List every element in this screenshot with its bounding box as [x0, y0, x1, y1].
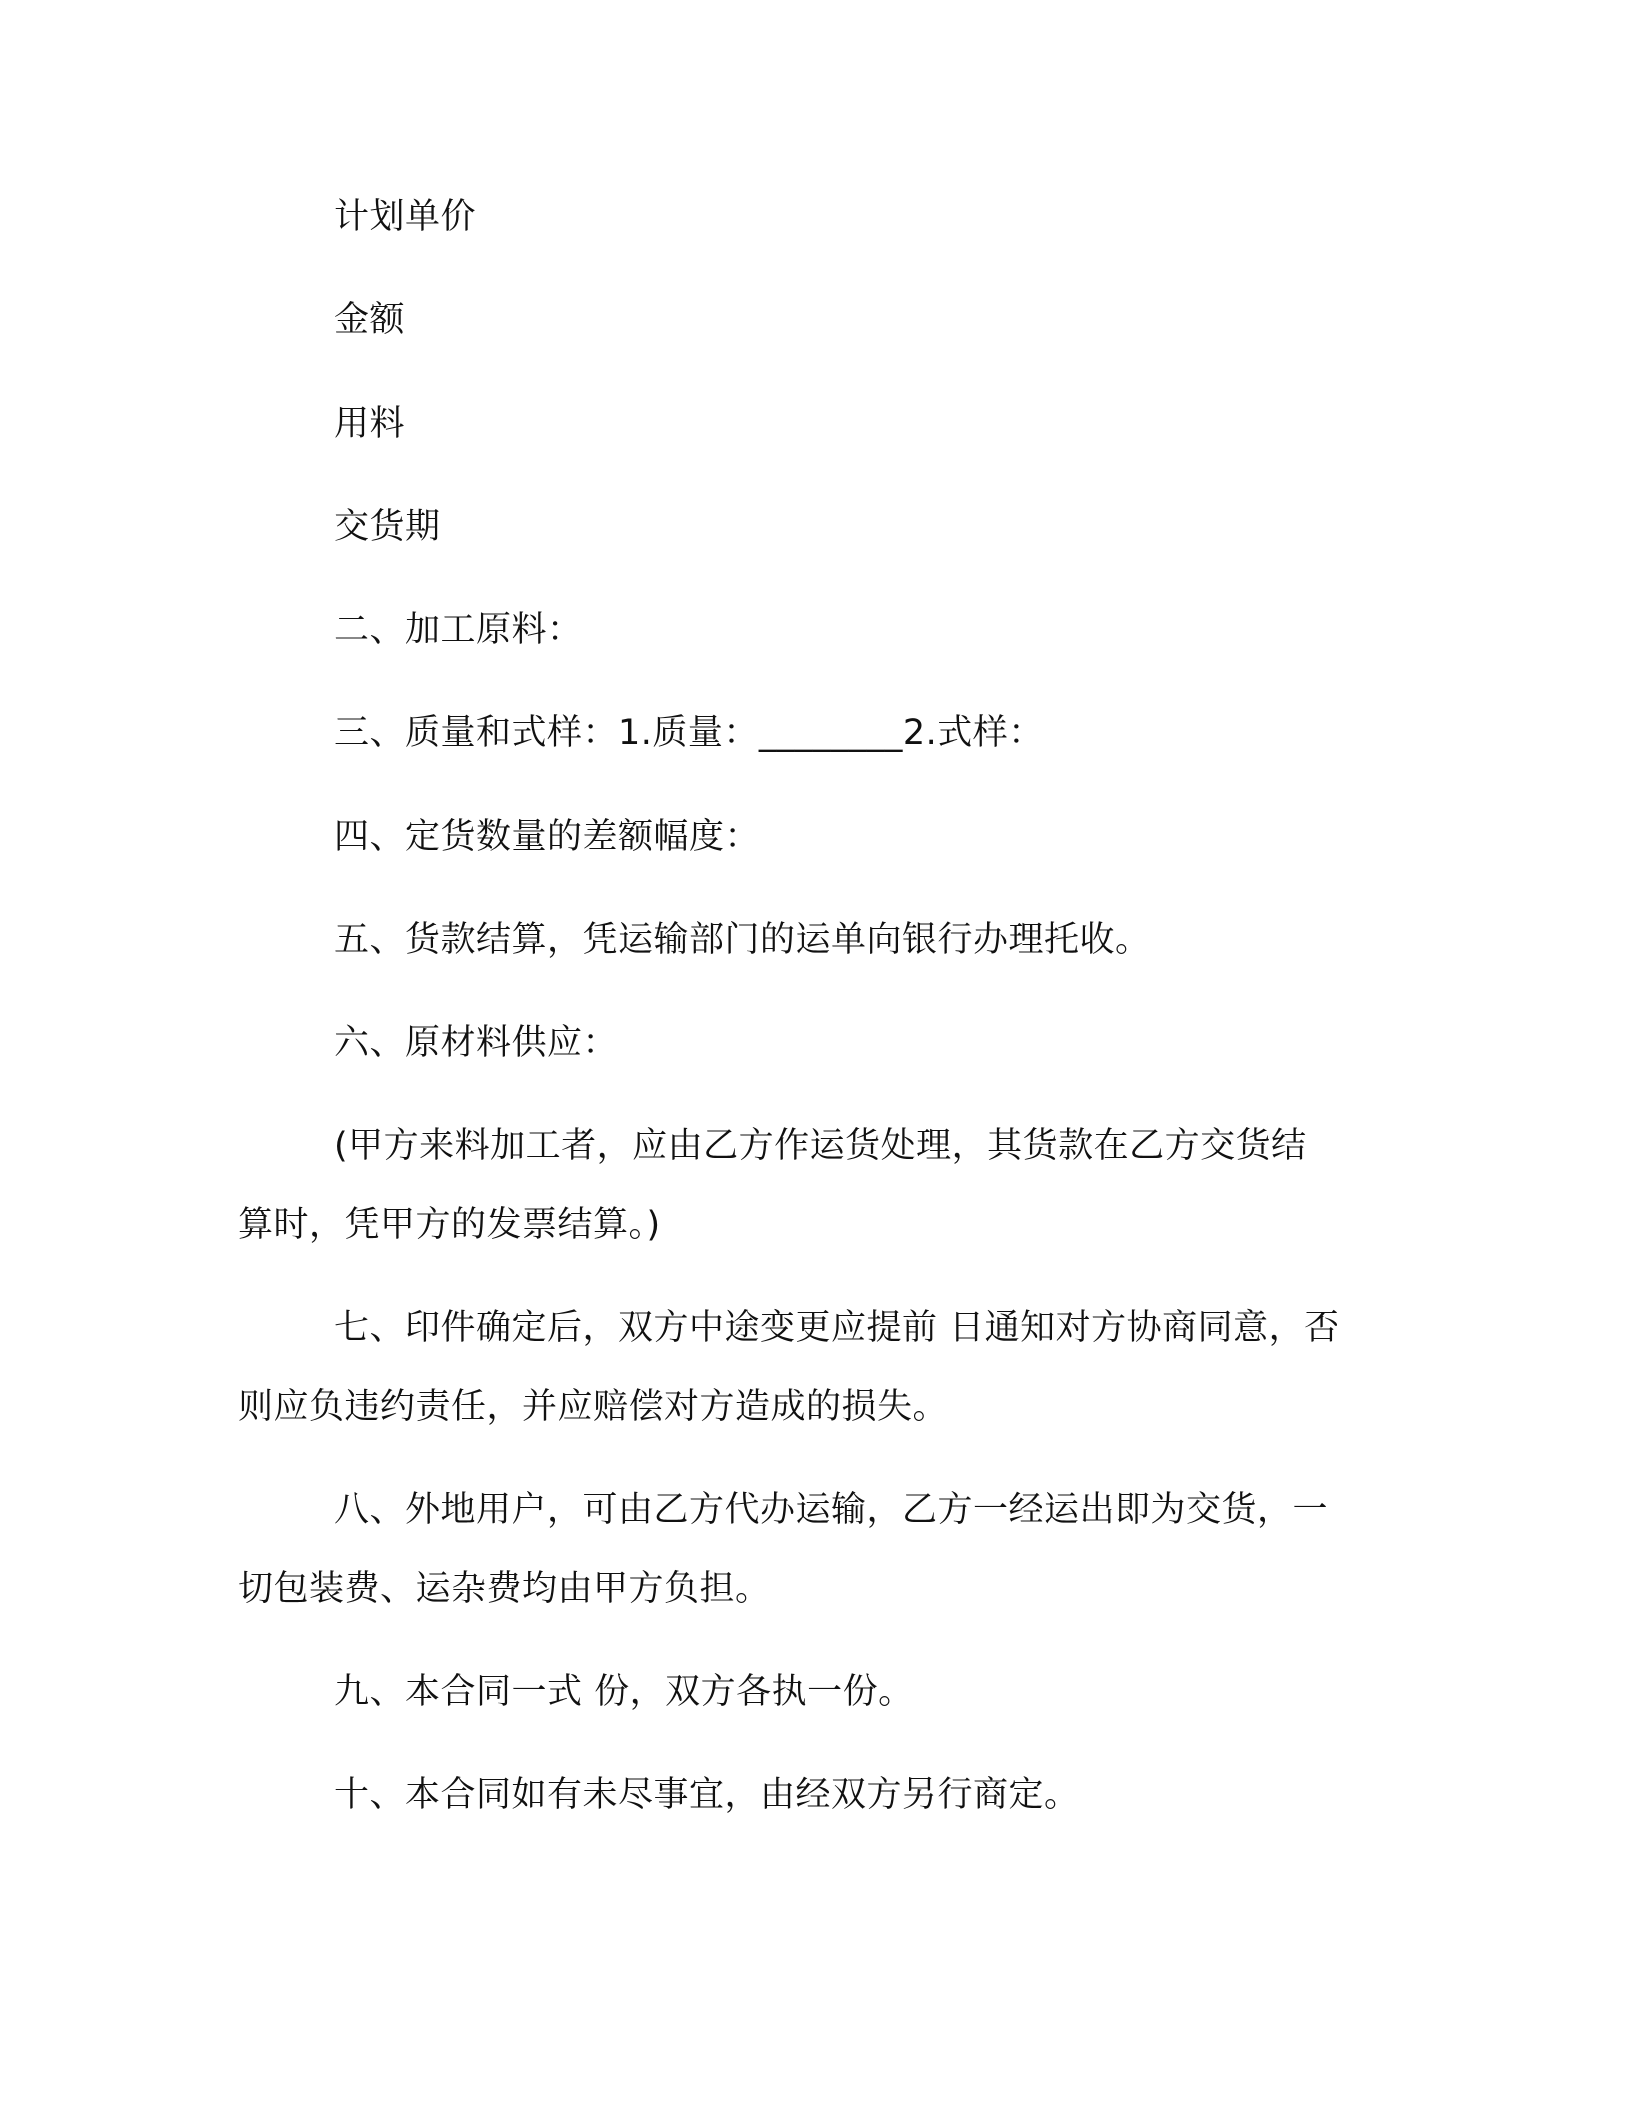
item-materials: 用料 [334, 404, 406, 444]
item-delivery-date: 交货期 [334, 507, 441, 547]
clause-3-quality-and-style: 三、质量和式样：1.质量：________2.式样： [334, 713, 1044, 753]
clause-4-quantity-tolerance: 四、定货数量的差额幅度： [334, 817, 761, 857]
clause-9-copies: 九、本合同一式 份，双方各执一份。 [334, 1672, 914, 1712]
item-planned-unit-price: 计划单价 [334, 197, 477, 237]
clause-6-raw-material-supply: 六、原材料供应： [334, 1023, 619, 1063]
clause-8-line-1: 八、外地用户，可由乙方代办运输，乙方一经运出即为交货，一 [334, 1490, 1329, 1530]
clause-6-note-line-2: 算时，凭甲方的发票结算。) [238, 1205, 661, 1245]
clause-2-processing-materials: 二、加工原料： [334, 610, 583, 650]
clause-7-line-1: 七、印件确定后，双方中途变更应提前 日通知对方协商同意，否 [334, 1308, 1340, 1348]
clause-8-line-2: 切包装费、运杂费均由甲方负担。 [238, 1569, 771, 1609]
clause-10-other-matters: 十、本合同如有未尽事宜，由经双方另行商定。 [334, 1775, 1080, 1815]
clause-5-payment-settlement: 五、货款结算，凭运输部门的运单向银行办理托收。 [334, 920, 1151, 960]
item-amount: 金额 [334, 300, 406, 340]
clause-7-line-2: 则应负违约责任，并应赔偿对方造成的损失。 [238, 1387, 949, 1427]
clause-6-note-line-1: (甲方来料加工者，应由乙方作运货处理，其货款在乙方交货结 [334, 1126, 1307, 1166]
